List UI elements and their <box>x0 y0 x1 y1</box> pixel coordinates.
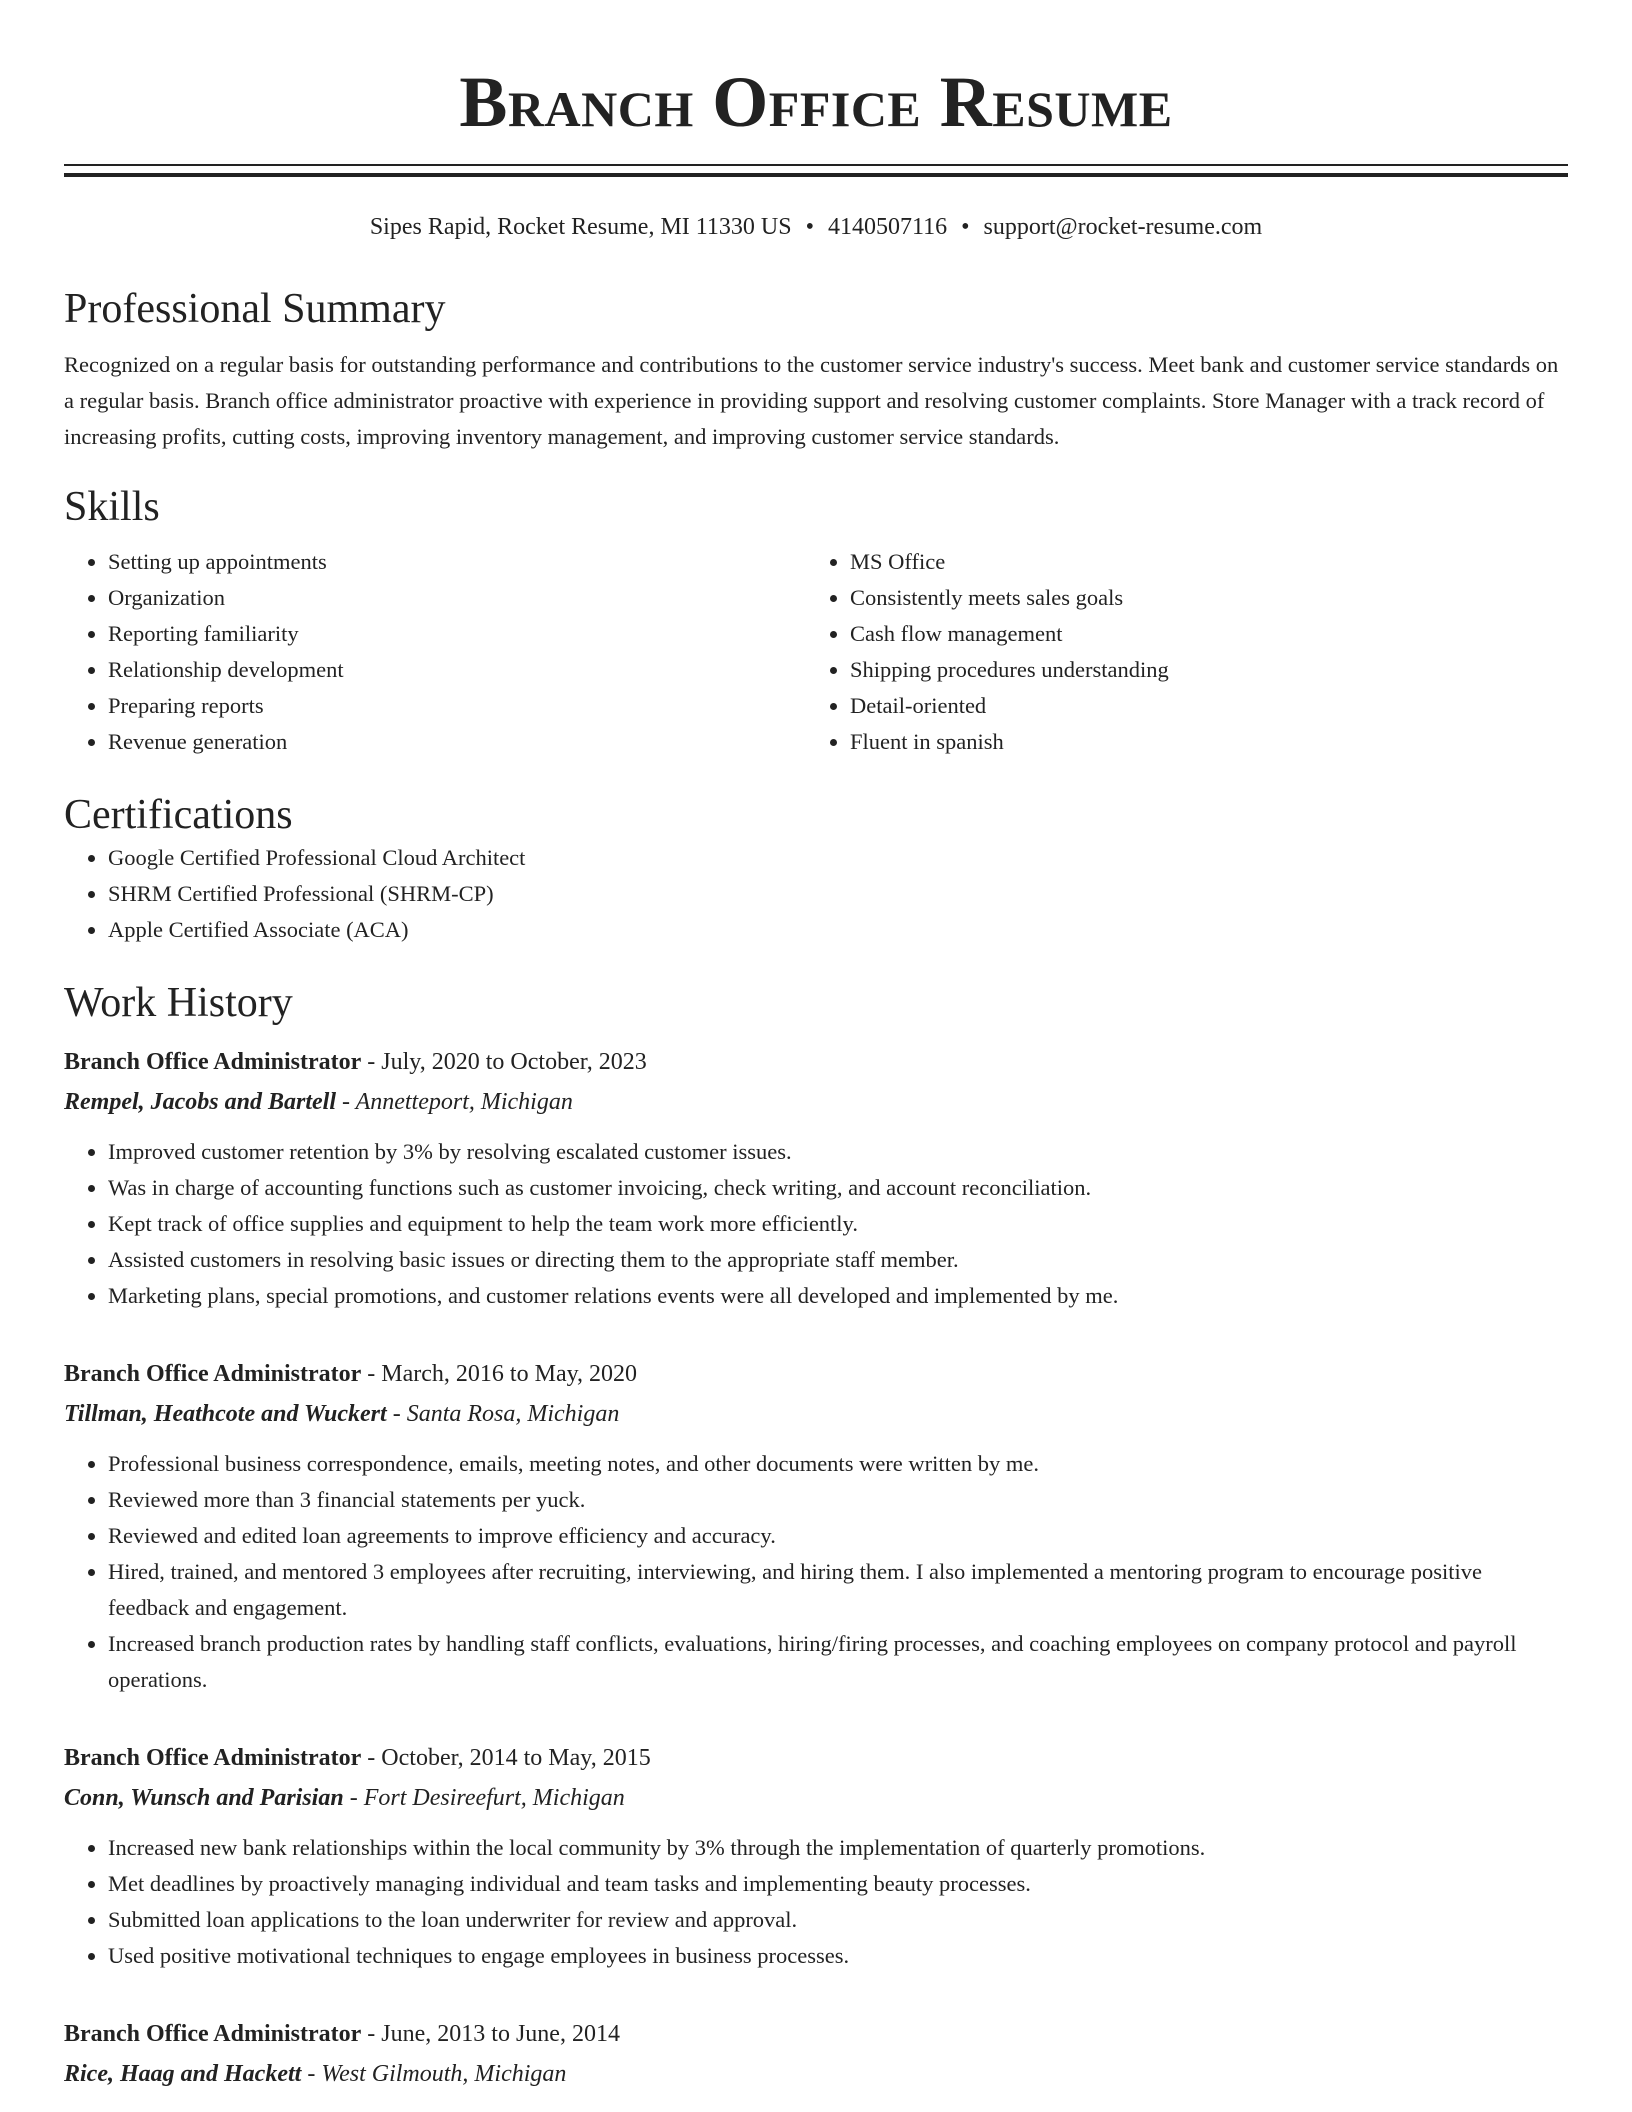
job-title-line: Branch Office Administrator - October, 2014 to May, 2015 <box>64 1745 651 1771</box>
job-bullet: • Increased branch production rates by handling staff conflicts, evaluations, hiring/firing processes, and coaching employees on company protocol and payroll operations. <box>108 1626 1568 1698</box>
job-location: Annetteport, Michigan <box>355 1089 573 1115</box>
bullet-separator: • <box>961 214 970 240</box>
work-history-heading: Work History <box>64 980 293 1026</box>
job-bullet: • Used positive motivational techniques to engage employees in business processes. <box>108 1938 1568 1974</box>
job-company: Rempel, Jacobs and Bartell <box>64 1089 336 1115</box>
job-company: Rice, Haag and Hackett <box>64 2061 302 2087</box>
job-title-line: Branch Office Administrator - March, 2016 to May, 2020 <box>64 1361 638 1387</box>
job-dates: March, 2016 to May, 2020 <box>381 1361 638 1387</box>
job-company-line: Rempel, Jacobs and Bartell - Annetteport, Michigan <box>64 1089 573 1115</box>
skill-item: • Setting up appointments <box>108 544 806 580</box>
certifications-heading: Certifications <box>64 792 293 838</box>
job-company-line: Tillman, Heathcote and Wuckert - Santa Rosa, Michigan <box>64 1401 620 1427</box>
skill-item: • Relationship development <box>108 652 806 688</box>
job-entry <box>64 1354 1568 1698</box>
job-bullet: • Was in charge of accounting functions such as customer invoicing, check writing, and account reconciliation. <box>108 1170 1568 1206</box>
job-dates: June, 2013 to June, 2014 <box>381 2021 620 2047</box>
job-title-line: Branch Office Administrator - June, 2013 to June, 2014 <box>64 2021 620 2047</box>
job-bullet: • Met deadlines by proactively managing individual and team tasks and implementing beauty processes. <box>108 1866 1568 1902</box>
job-company-line: Conn, Wunsch and Parisian - Fort Desireefurt, Michigan <box>64 1785 625 1811</box>
title-divider-thin <box>64 164 1568 166</box>
job-bullet: • Improved customer retention by 3% by resolving escalated customer issues. <box>108 1134 1568 1170</box>
job-title: Branch Office Administrator <box>64 1361 362 1387</box>
job-entry <box>64 1738 1568 1974</box>
job-bullets <box>64 1134 1568 1314</box>
job-title-line: Branch Office Administrator - July, 2020 to October, 2023 <box>64 1049 647 1075</box>
skill-item: • Revenue generation <box>108 724 806 760</box>
job-company: Conn, Wunsch and Parisian <box>64 1785 344 1811</box>
job-location: Fort Desireefurt, Michigan <box>363 1785 625 1811</box>
job-bullet: • Submitted loan applications to the loan underwriter for review and approval. <box>108 1902 1568 1938</box>
job-bullet: • Hired, trained, and mentored 3 employees after recruiting, interviewing, and hiring them. I also implemented a mentoring program to encourage positive feedback and engagement. <box>108 1554 1568 1626</box>
job-location: West Gilmouth, Michigan <box>321 2061 567 2087</box>
skill-item: • Organization <box>108 580 806 616</box>
skill-item: • Preparing reports <box>108 688 806 724</box>
resume-title: Branch Office Resume <box>459 62 1173 142</box>
skills-column-left <box>64 544 806 760</box>
skill-item: • Fluent in spanish <box>850 724 1548 760</box>
skill-item: • Cash flow management <box>850 616 1548 652</box>
skills-list-left <box>64 544 806 760</box>
job-bullet: • Kept track of office supplies and equipment to help the team work more efficiently. <box>108 1206 1568 1242</box>
job-title: Branch Office Administrator <box>64 2021 362 2047</box>
job-bullets <box>64 1446 1568 1698</box>
bullet-separator: • <box>805 214 814 240</box>
title-divider-thick <box>64 173 1568 177</box>
job-bullet: • Reviewed more than 3 financial statements per yuck. <box>108 1482 1568 1518</box>
skill-item: • MS Office <box>850 544 1548 580</box>
certification-item: • SHRM Certified Professional (SHRM-CP) <box>108 876 1568 912</box>
job-title: Branch Office Administrator <box>64 1745 362 1771</box>
summary-heading: Professional Summary <box>64 286 446 332</box>
job-dates: October, 2014 to May, 2015 <box>381 1745 651 1771</box>
summary-text: Recognized on a regular basis for outstanding performance and contributions to the customer service industry's success. Meet bank and customer service standards on a regular basis. Branch office administrator proactive with experience in providing support and resolving customer complaints. Store Manager with a track record of increasing profits, cutting costs, improving inventory management, and improving customer service standards. <box>64 352 1559 449</box>
job-bullet: • Assisted customers in resolving basic issues or directing them to the appropriate staff member. <box>108 1242 1568 1278</box>
skill-item: • Consistently meets sales goals <box>850 580 1548 616</box>
job-company-line: Rice, Haag and Hackett - West Gilmouth, Michigan <box>64 2061 567 2087</box>
job-dates: July, 2020 to October, 2023 <box>381 1049 647 1075</box>
job-entry <box>64 1042 1568 1314</box>
skill-item: • Shipping procedures understanding <box>850 652 1548 688</box>
skill-item: • Detail-oriented <box>850 688 1548 724</box>
job-bullets <box>64 1830 1568 1974</box>
skills-columns <box>64 544 1568 760</box>
skills-heading: Skills <box>64 484 160 530</box>
job-location: Santa Rosa, Michigan <box>406 1401 620 1427</box>
resume-content <box>64 0 1568 2094</box>
skill-item: • Reporting familiarity <box>108 616 806 652</box>
job-bullet: • Marketing plans, special promotions, and customer relations events were all developed and implemented by me. <box>108 1278 1568 1314</box>
skills-list-right <box>806 544 1548 760</box>
contact-email: support@rocket-resume.com <box>983 214 1263 240</box>
job-entry <box>64 2014 1568 2094</box>
contact-line <box>64 212 1568 242</box>
job-bullet: • Professional business correspondence, emails, meeting notes, and other documents were written by me. <box>108 1446 1568 1482</box>
certification-item: • Apple Certified Associate (ACA) <box>108 912 1568 948</box>
certifications-list <box>64 840 1568 948</box>
job-bullet: • Increased new bank relationships within the local community by 3% through the implementation of quarterly promotions. <box>108 1830 1568 1866</box>
contact-address: Sipes Rapid, Rocket Resume, MI 11330 US <box>369 214 792 240</box>
certification-item: • Google Certified Professional Cloud Architect <box>108 840 1568 876</box>
skills-column-right <box>806 544 1548 760</box>
contact-phone: 4140507116 <box>827 214 948 240</box>
job-bullet: • Reviewed and edited loan agreements to improve efficiency and accuracy. <box>108 1518 1568 1554</box>
job-company: Tillman, Heathcote and Wuckert <box>64 1401 387 1427</box>
job-title: Branch Office Administrator <box>64 1049 362 1075</box>
